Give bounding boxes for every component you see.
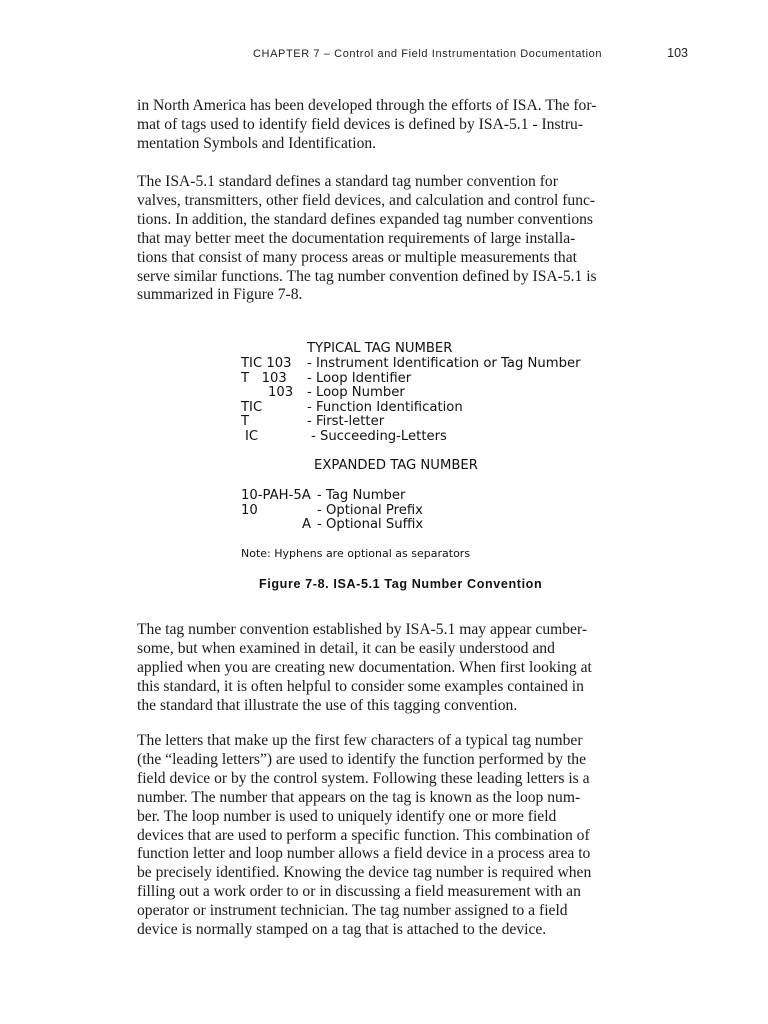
text-line: number. The number that appears on the tag is known as the loop num-: [137, 788, 581, 806]
tag-code: 10-PAH-5A: [241, 488, 311, 503]
text-line: mat of tags used to identify field devices is defined by ISA-5.1 - Instru-: [137, 115, 584, 133]
text-line: mentation Symbols and Identification.: [137, 134, 377, 152]
tag-code: 103: [268, 385, 294, 400]
paragraph-1: [137, 97, 657, 154]
text-line: applied when you are creating new documentation. When first looking at: [137, 658, 592, 676]
tag-code: A: [302, 517, 312, 532]
text-line: tions that consist of many process areas or multiple measurements that: [137, 248, 577, 266]
chapter-title: CHAPTER 7 – Control and Field Instrumentation Documentation: [253, 48, 603, 60]
tag-description: - Function Identification: [307, 400, 463, 415]
text-line: tions. In addition, the standard defines expanded tag number conventions: [137, 210, 594, 228]
tag-code: T: [241, 414, 250, 429]
tag-code: TIC: [241, 400, 263, 415]
paragraph-4: [137, 732, 657, 940]
tag-description: - Optional Prefix: [317, 503, 423, 518]
text-line: be precisely identified. Knowing the device tag number is required when: [137, 864, 592, 882]
tag-description: - Succeeding-Letters: [311, 429, 447, 444]
text-line: some, but when examined in detail, it can be easily understood and: [137, 639, 555, 657]
text-line: operator or instrument technician. The tag number assigned to a field: [137, 902, 568, 920]
tag-description: - Loop Identifier: [307, 371, 412, 386]
text-line: summarized in Figure 7-8.: [137, 286, 303, 304]
tag-code: T 103: [241, 371, 287, 386]
text-line: devices that are used to perform a specific function. This combination of: [137, 826, 590, 844]
expanded-tag-heading: EXPANDED TAG NUMBER: [314, 458, 478, 473]
typical-tag-heading: TYPICAL TAG NUMBER: [307, 341, 453, 356]
text-line: serve similar functions. The tag number convention defined by ISA-5.1 is: [137, 267, 597, 285]
text-line: field device or by the control system. Following these leading letters is a: [137, 769, 590, 787]
text-line: filling out a work order to or in discussing a field measurement with an: [137, 883, 581, 901]
tag-description: - First-letter: [307, 414, 385, 429]
tag-description: - Instrument Identification or Tag Number: [307, 356, 581, 371]
text-line: valves, transmitters, other field devices, and calculation and control func-: [137, 191, 596, 209]
figure-caption: Figure 7-8. ISA-5.1 Tag Number Convention: [259, 577, 543, 591]
tag-code: IC: [245, 429, 259, 444]
tag-description: - Optional Suffix: [317, 517, 424, 532]
text-line: in North America has been developed through the efforts of ISA. The for-: [137, 97, 597, 114]
paragraph-2: [137, 173, 657, 305]
tag-description: - Tag Number: [317, 488, 406, 503]
tag-code: 10: [241, 503, 258, 518]
text-line: this standard, it is often helpful to consider some examples contained in: [137, 677, 584, 695]
text-line: ber. The loop number is used to uniquely identify one or more field: [137, 807, 557, 825]
text-line: The letters that make up the first few characters of a typical tag number: [137, 732, 583, 749]
paragraph-3: [137, 621, 657, 716]
text-line: (the “leading letters”) are used to identify the function performed by the: [137, 750, 587, 768]
tag-description: - Loop Number: [307, 385, 405, 400]
text-line: function letter and loop number allows a field device in a process area to: [137, 845, 591, 863]
tag-code: TIC 103: [241, 356, 292, 371]
text-line: The ISA-5.1 standard defines a standard tag number convention for: [137, 173, 558, 190]
text-line: that may better meet the documentation requirements of large installa-: [137, 229, 576, 247]
text-line: device is normally stamped on a tag that is attached to the device.: [137, 921, 547, 939]
figure-note: Note: Hyphens are optional as separators: [241, 547, 471, 560]
text-line: The tag number convention established by ISA-5.1 may appear cumber-: [137, 621, 588, 638]
page-number: 103: [667, 46, 688, 60]
text-line: the standard that illustrate the use of this tagging convention.: [137, 696, 518, 714]
